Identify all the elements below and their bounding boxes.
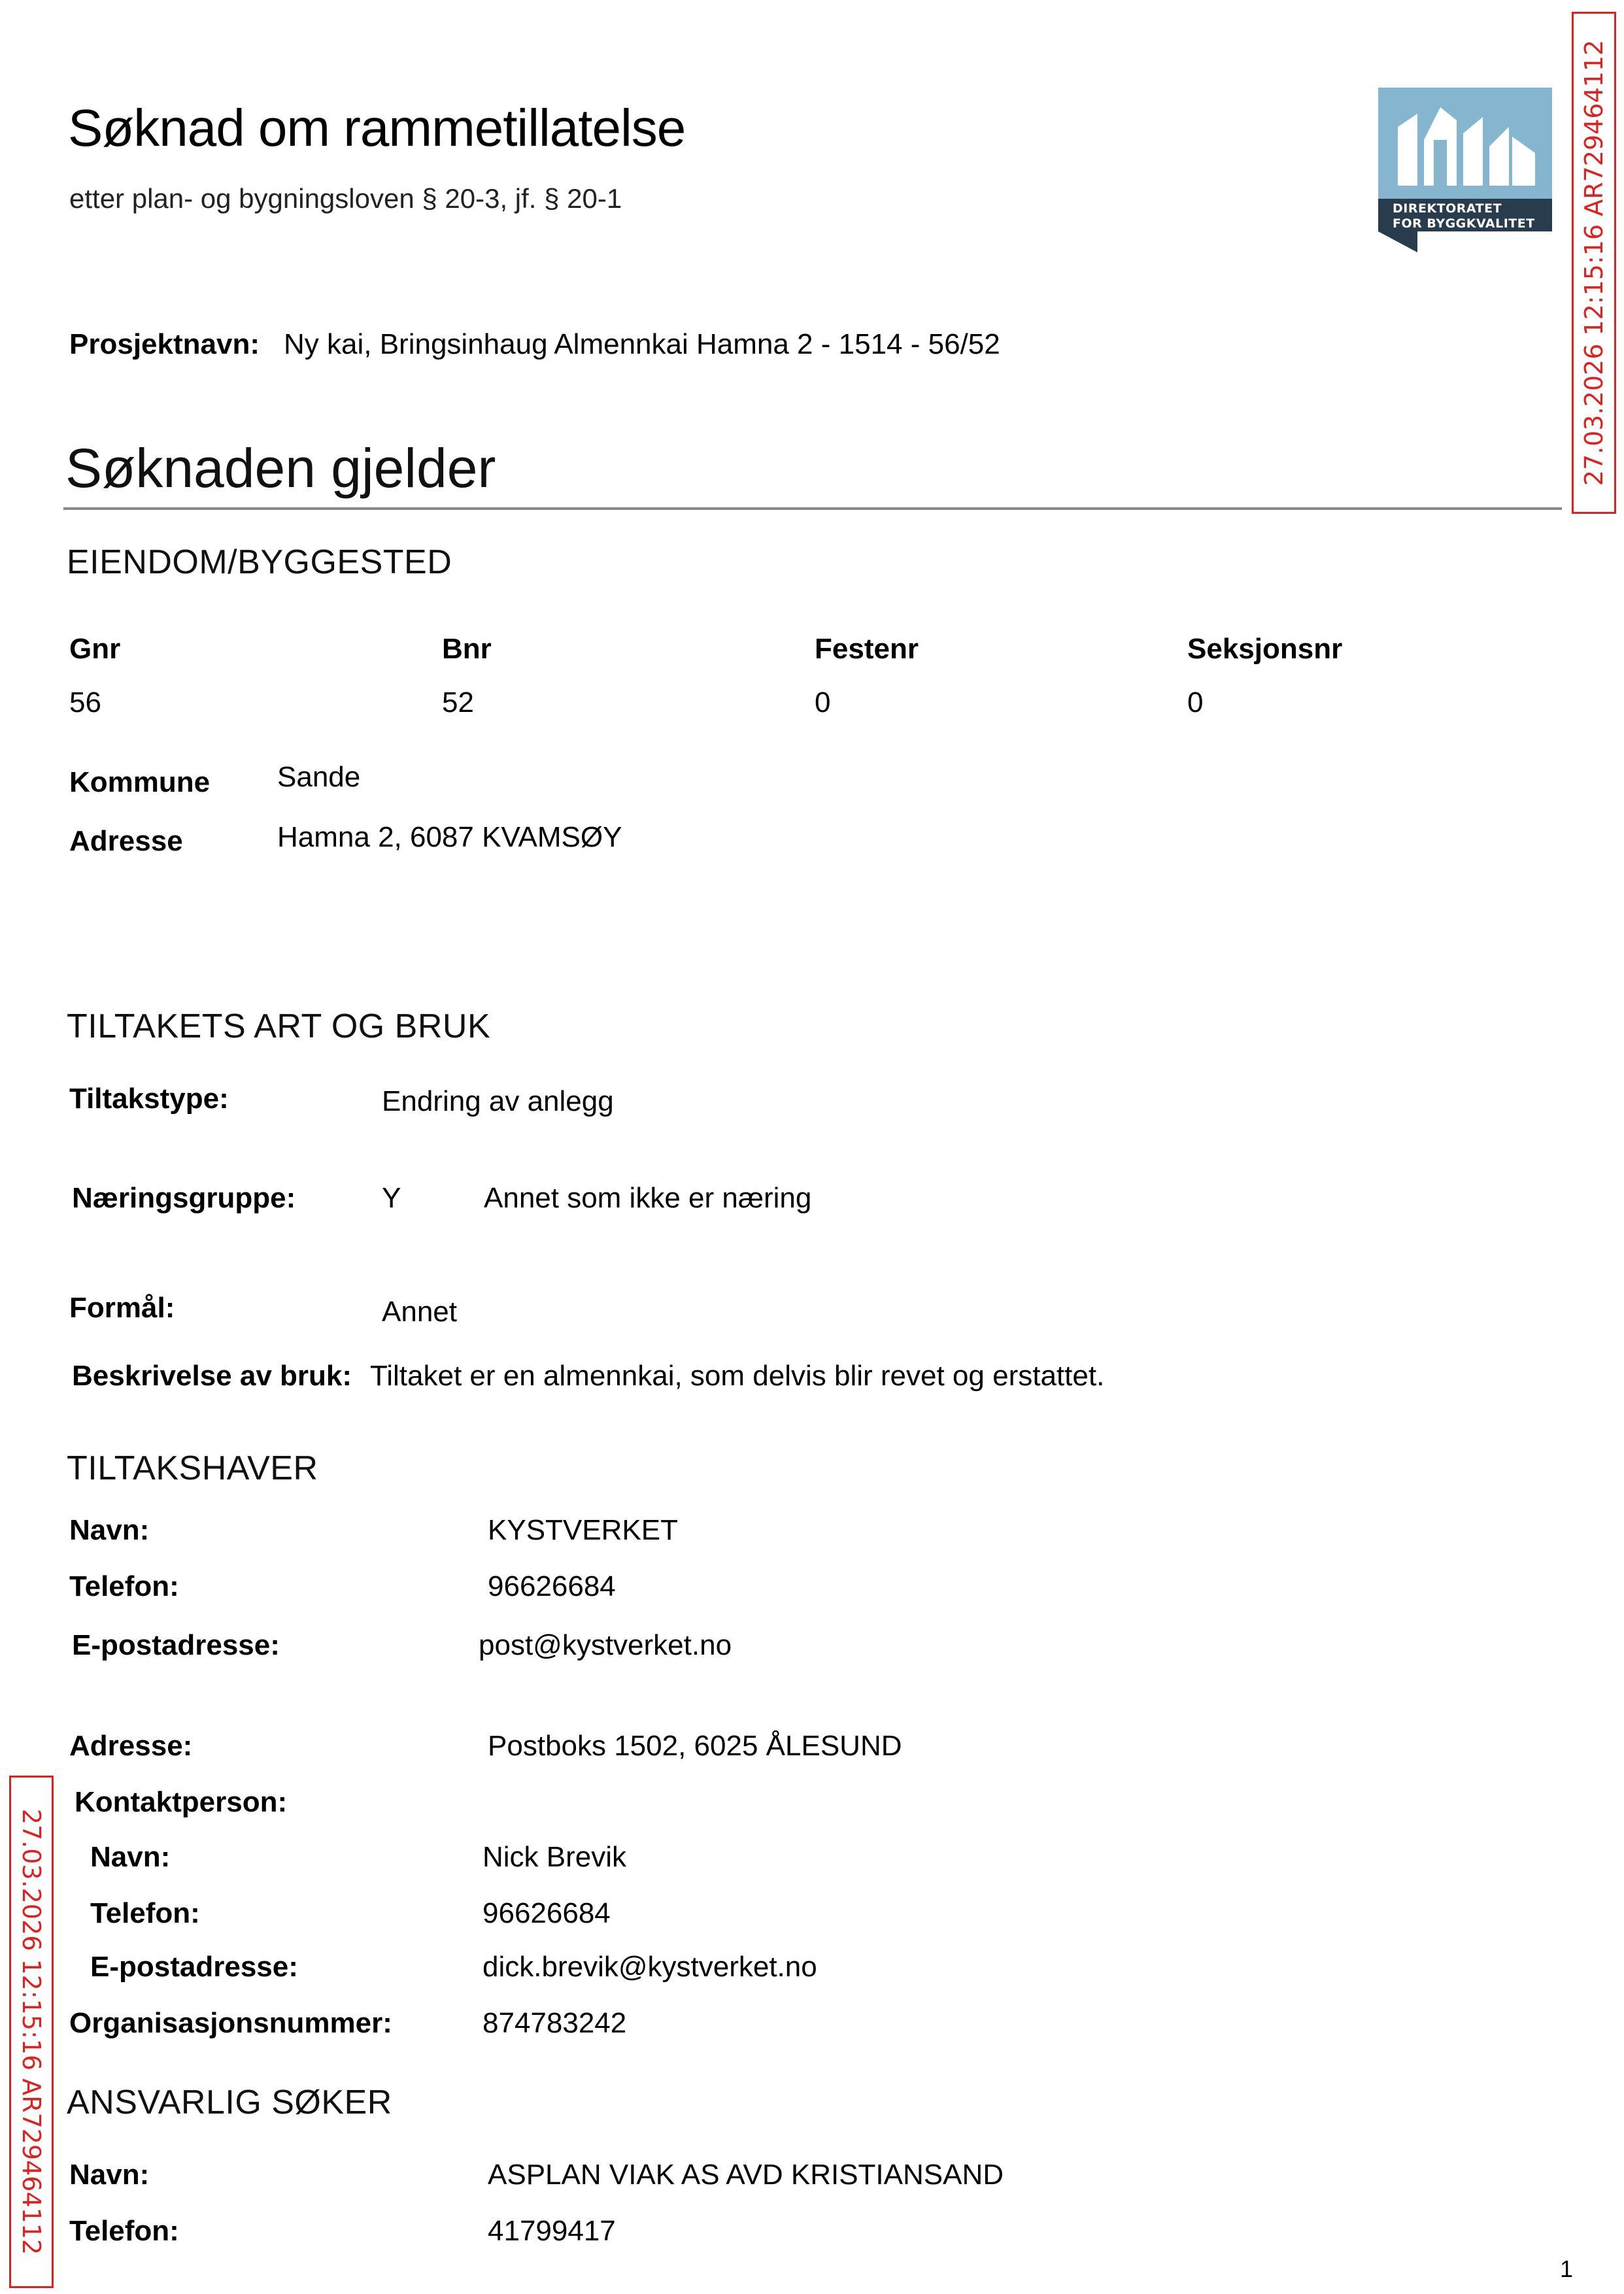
adresse-label: Adresse [69,825,183,857]
bnr-value: 52 [442,686,474,718]
project-label: Prosjektnavn: [69,328,260,360]
formal-label: Formål: [69,1292,175,1324]
logo-flag-icon [1378,231,1417,252]
naeringsgruppe-value: Annet som ikke er næring [484,1182,812,1214]
formal-value: Annet [382,1296,457,1328]
document-subtitle: etter plan- og bygningsloven § 20-3, jf. § 20-1 [69,183,622,214]
festenr-label: Festenr [815,633,919,665]
logo-text-line2: FOR BYGGKVALITET [1393,216,1535,231]
kontakt-telefon-value: 96626684 [482,1897,611,1929]
tiltakshaver-heading: TILTAKSHAVER [67,1449,318,1487]
tiltakstype-value: Endring av anlegg [382,1085,614,1117]
kontakt-navn-value: Nick Brevik [482,1841,627,1873]
stamp-text: 27.03.2026 12:15:16 AR729464112 [17,1808,46,2255]
ansvarlig-telefon-label: Telefon: [69,2215,179,2247]
kontakt-navn-label: Navn: [90,1841,171,1873]
tiltakshaver-epost-label: E-postadresse: [72,1629,280,1661]
festenr-value: 0 [815,686,831,718]
kontakt-epost-label: E-postadresse: [90,1951,298,1983]
tiltakshaver-navn-value: KYSTVERKET [488,1514,678,1546]
tiltak-heading: TILTAKETS ART OG BRUK [67,1007,491,1045]
page-number: 1 [1560,2255,1574,2282]
tiltakshaver-navn-label: Navn: [69,1514,150,1546]
tiltakshaver-telefon-label: Telefon: [69,1570,179,1602]
naeringsgruppe-code: Y [382,1182,401,1214]
beskrivelse-value: Tiltaket er en almennkai, som delvis blir revet og erstattet. [370,1360,1105,1392]
kommune-value: Sande [277,761,361,793]
adresse-value: Hamna 2, 6087 KVAMSØY [277,821,622,853]
logo-text-band [1378,199,1552,231]
section-divider [63,507,1562,510]
kontakt-telefon-label: Telefon: [90,1897,200,1929]
logo-text-line1: DIREKTORATET [1393,201,1502,216]
eiendom-heading: EIENDOM/BYGGESTED [67,543,452,581]
organisasjonsnummer-value: 874783242 [482,2007,627,2039]
tiltakshaver-telefon-value: 96626684 [488,1570,616,1602]
timestamp-stamp-right [1572,12,1616,514]
tiltakstype-label: Tiltakstype: [69,1083,229,1115]
tiltakshaver-adresse-label: Adresse: [69,1730,193,1762]
tiltakshaver-adresse-value: Postboks 1502, 6025 ÅLESUND [488,1730,902,1762]
bnr-label: Bnr [442,633,492,665]
beskrivelse-label: Beskrivelse av bruk: [72,1360,352,1392]
gnr-label: Gnr [69,633,121,665]
seksjonsnr-label: Seksjonsnr [1187,633,1343,665]
ansvarlig-navn-value: ASPLAN VIAK AS AVD KRISTIANSAND [488,2159,1004,2191]
tiltakshaver-epost-value: post@kystverket.no [479,1629,732,1661]
kommune-label: Kommune [69,766,211,798]
document-title: Søknad om rammetillatelse [68,99,686,157]
kontakt-epost-value: dick.brevik@kystverket.no [482,1951,817,1983]
organisasjonsnummer-label: Organisasjonsnummer: [69,2007,392,2039]
project-value: Ny kai, Bringsinhaug Almennkai Hamna 2 - 1514 - 56/52 [284,328,1000,360]
seksjonsnr-value: 0 [1187,686,1204,718]
logo-buildings-icon [1378,88,1552,199]
ansvarlig-telefon-value: 41799417 [488,2215,616,2247]
stamp-text: 27.03.2026 12:15:16 AR729464112 [1580,39,1608,486]
section-title: Søknaden gjelder [65,437,496,499]
ansvarlig-navn-label: Navn: [69,2159,150,2191]
naeringsgruppe-label: Næringsgruppe: [72,1182,296,1214]
ansvarlig-heading: ANSVARLIG SØKER [67,2083,392,2121]
gnr-value: 56 [69,686,101,718]
timestamp-stamp-left [9,1776,54,2288]
dibk-logo [1378,88,1552,251]
kontaktperson-label: Kontaktperson: [75,1786,288,1818]
